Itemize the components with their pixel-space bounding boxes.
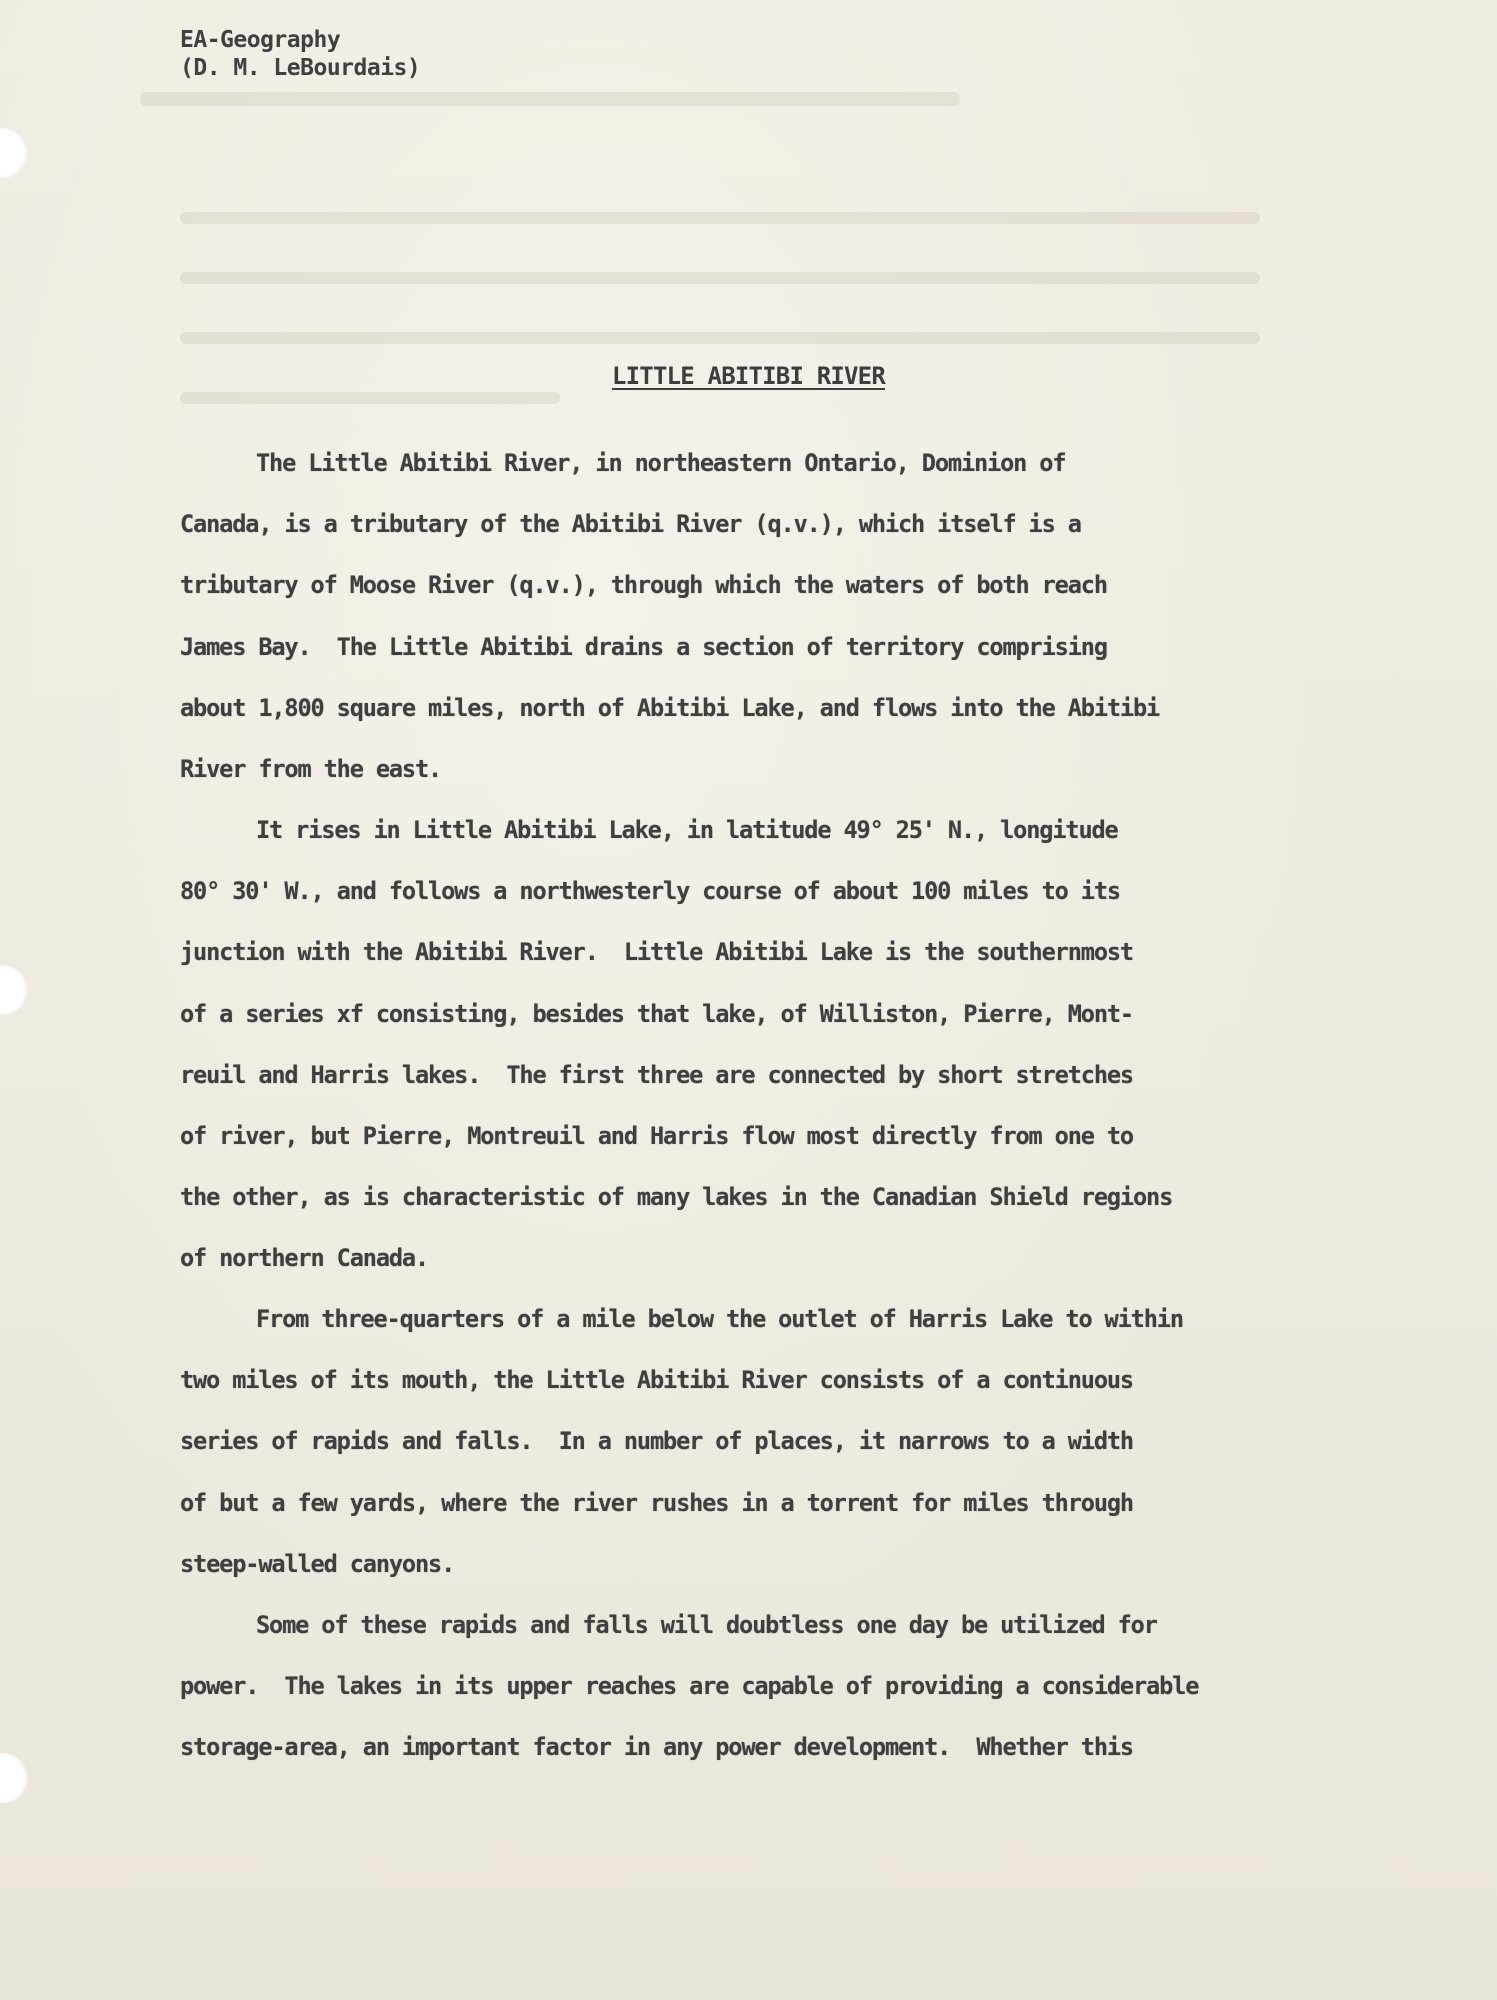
text-line: storage-area, an important factor in any power development. Whether this xyxy=(180,1733,1133,1762)
text-line: two miles of its mouth, the Little Abitibi River consists of a continuous xyxy=(180,1366,1133,1395)
header-department: EA-Geography xyxy=(180,27,341,53)
text-line: From three-quarters of a mile below the outlet of Harris Lake to within xyxy=(256,1305,1183,1333)
punch-hole xyxy=(0,965,28,1015)
text-line: Some of these rapids and falls will doubtless one day be utilized for xyxy=(256,1611,1157,1639)
page-title xyxy=(0,362,1497,390)
paragraph-2 xyxy=(180,800,1172,1290)
text-line: The Little Abitibi River, in northeastern Ontario, Dominion of xyxy=(256,449,1066,477)
punch-hole xyxy=(0,128,28,178)
text-line: of a series xf consisting, besides that lake, of Williston, Pierre, Mont- xyxy=(180,999,1133,1028)
paragraph-4 xyxy=(180,1595,1198,1779)
text-line: tributary of Moose River (q.v.), through which the waters of both reach xyxy=(180,571,1107,600)
text-line: reuil and Harris lakes. The first three are connected by short stretches xyxy=(180,1060,1133,1089)
text-line: series of rapids and falls. In a number of places, it narrows to a width xyxy=(180,1427,1133,1456)
text-line: of northern Canada. xyxy=(180,1244,429,1273)
text-line: Canada, is a tributary of the Abitibi River (q.v.), which itself is a xyxy=(180,510,1081,539)
text-line: River from the east. xyxy=(180,754,442,783)
text-line: James Bay. The Little Abitibi drains a section of territory comprising xyxy=(180,632,1107,661)
text-line: about 1,800 square miles, north of Abitibi Lake, and flows into the Abitibi xyxy=(180,693,1160,722)
text-line: the other, as is characteristic of many lakes in the Canadian Shield regions xyxy=(180,1183,1173,1212)
punch-hole xyxy=(0,1753,28,1803)
text-line: steep-walled canyons. xyxy=(180,1549,455,1578)
paragraph-1 xyxy=(180,433,1159,800)
text-line: 80° 30' W., and follows a northwesterly course of about 100 miles to its xyxy=(180,877,1120,906)
text-line: of river, but Pierre, Montreuil and Harris flow most directly from one to xyxy=(180,1121,1133,1150)
author-header xyxy=(180,26,420,82)
text-line: It rises in Little Abitibi Lake, in latitude 49° 25' N., longitude xyxy=(256,816,1118,844)
text-line: power. The lakes in its upper reaches are capable of providing a considerable xyxy=(180,1672,1199,1701)
header-author: (D. M. LeBourdais) xyxy=(180,55,421,81)
text-line: of but a few yards, where the river rushes in a torrent for miles through xyxy=(180,1488,1133,1517)
paragraph-3 xyxy=(180,1289,1183,1595)
text-line: junction with the Abitibi River. Little Abitibi Lake is the southernmost xyxy=(180,938,1133,967)
page-title-text: LITTLE ABITIBI RIVER xyxy=(612,362,885,390)
